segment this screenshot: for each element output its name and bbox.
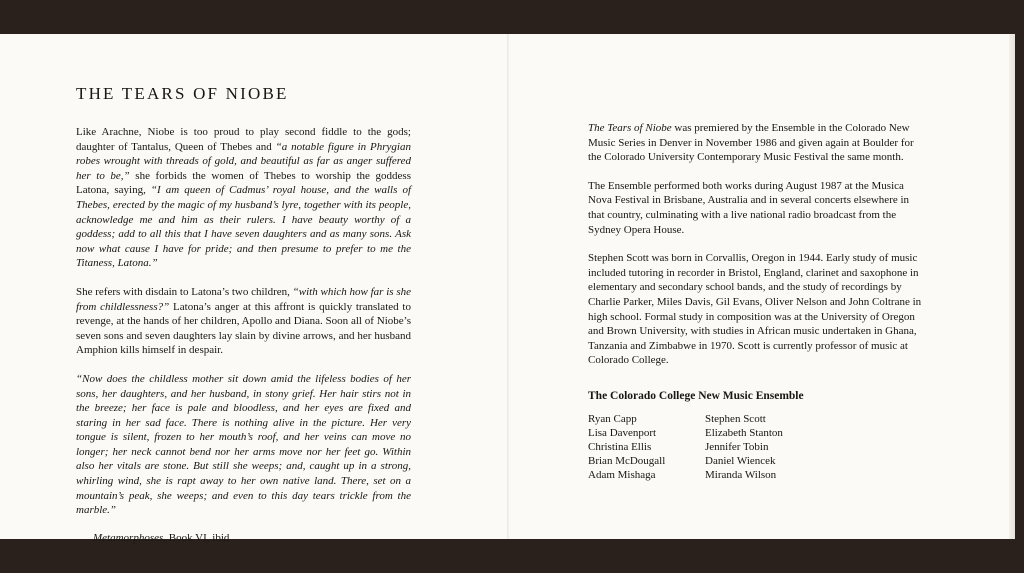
center-fold xyxy=(507,34,509,539)
paragraph-latona xyxy=(76,285,411,358)
block-quote: “Now does the childless mother sit down amid the lifeless bodies of her sons, her daughters, and her husband, in stony grief. Her hair stirs not in the breeze; her face is pale and bloodless, and her eyes are fixed and staring in her sad face. There is nothing alive in the picture. Her very tongue is silent, frozen to her mouth’s roof, and her veins can move no longer; her neck cannot bend nor her arms move nor her feet go. Within also her vitals are stone. But still she weeps; and, caught up in a strong, whirling wind, she is rapt away to her own native land. There, set on a mountain’s peak, she weeps; and even to this day tears trickle from the marble.” xyxy=(76,372,411,517)
paragraph-biography: Stephen Scott was born in Corvallis, Oregon in 1944. Early study of music included tutoring in recorder in Bristol, England, clarinet and saxophone in elementary and secondary school bands, and the study of recordings by Charlie Parker, Miles Davis, Gil Evans, Oliver Nelson and John Coltrane in high school. Formal study in composition was at the University of Oregon and Brown University, with studies in African music undertaken in Ghana, Tanzania and Zimbabwe in 1970. Scott is currently professor of music at Colorado College. xyxy=(588,252,922,367)
right-page xyxy=(588,121,928,482)
member-name: Miranda Wilson xyxy=(705,468,777,481)
citation-work: Metamorphoses xyxy=(93,531,164,544)
ensemble-heading: The Colorado College New Music Ensemble xyxy=(588,389,804,402)
premiere-text: was premiered by the Ensemble in the Colorado New Music Series in Denver in November 1986 and given again at Boulder for the Colorado University Contemporary Music Festival the same month. xyxy=(588,122,914,164)
member-name: Brian McDougall xyxy=(588,454,666,467)
member-name: Adam Mishaga xyxy=(588,468,656,481)
paragraph-niobe-intro xyxy=(76,125,411,271)
member-name: Christina Ellis xyxy=(588,440,652,453)
latona-quote: “with which how far is she from childlessness?” xyxy=(76,285,411,313)
premiere-work-title: The Tears of Niobe xyxy=(588,122,672,134)
page-title: THE TEARS OF NIOBE xyxy=(76,84,289,103)
member-name: Ryan Capp xyxy=(588,412,637,425)
page-edge-shadow xyxy=(1009,34,1015,539)
paragraph-tour: The Ensemble performed both works during August 1987 at the Musica Nova Festival in Brisbane, Australia and in several concerts elsewhere in that country, culminating with a live national radio broadcast from the Sydney Opera House. xyxy=(588,179,910,236)
quote-citation xyxy=(76,531,411,546)
member-name: Lisa Davenport xyxy=(588,426,657,439)
member-name: Elizabeth Stanton xyxy=(705,426,783,439)
intro-text-b: she forbids the women of Thebes to worship the goddess Latona, saying, xyxy=(76,169,411,197)
latona-text-a: She refers with disdain to Latona’s two children, xyxy=(76,285,293,298)
ensemble-roster xyxy=(588,412,928,482)
member-name: Daniel Wiencek xyxy=(705,454,776,467)
booklet-spread xyxy=(0,34,1015,544)
roster-column-2 xyxy=(705,412,783,482)
member-name: Stephen Scott xyxy=(705,412,766,425)
intro-quote-a: “a notable figure in Phrygian robes wrought with threads of gold, and beautiful as far as anger suffered her to be,” xyxy=(76,140,411,182)
latona-text-b: Latona’s anger at this affront is quickly translated to revenge, at the hands of her children, Apollo and Diana. Soon all of Niobe’s seven sons and seven daughters lay slain by divine arrows, and her husband Amphion kills himself in despair. xyxy=(76,300,411,357)
left-page xyxy=(76,84,411,545)
intro-quote-b: “I am queen of Cadmus’ royal house, and the walls of Thebes, erected by the magic of my husband’s lyre, together with its people, acknowledge me and him as their rulers. I have beauty worthy of a goddess; add to all this that I have seven daughters and as many sons. Ask now what cause I have for pride; and then presume to prefer to me the Titaness, Latona.” xyxy=(76,184,412,270)
roster-column-1 xyxy=(588,412,705,482)
member-name: Jennifer Tobin xyxy=(705,440,769,453)
paragraph-premiere xyxy=(588,121,928,165)
citation-rest: , Book VI, ibid xyxy=(163,531,230,544)
intro-text-a: Like Arachne, Niobe is too proud to play second fiddle to the gods; daughter of Tantalus, Queen of Thebes and xyxy=(76,126,411,153)
